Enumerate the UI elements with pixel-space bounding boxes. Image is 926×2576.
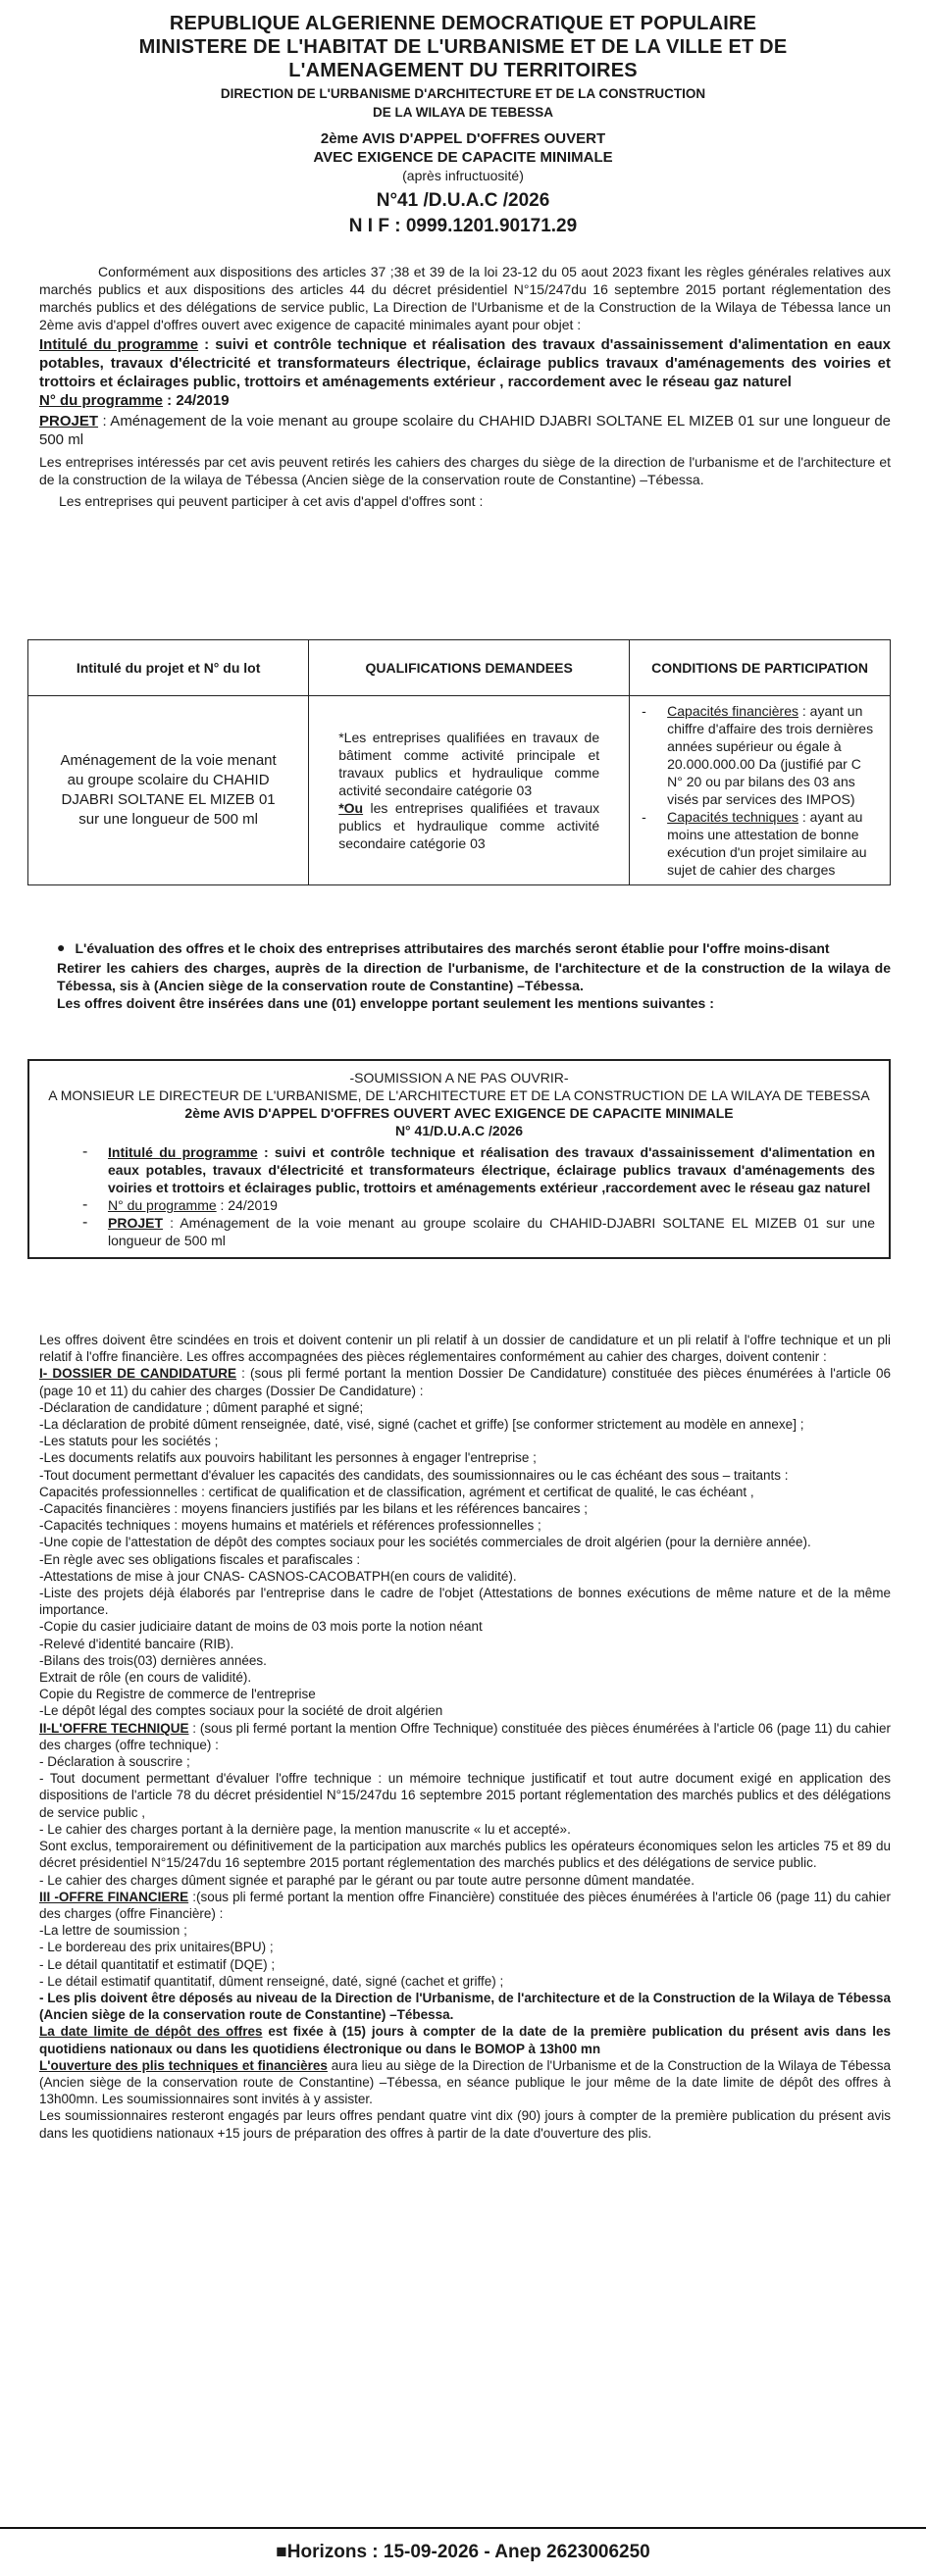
list-item: - Le bordereau des prix unitaires(BPU) ; (39, 1940, 274, 1955)
box-projet-text: : Aménagement de la voie menant au groupe scolaire du CHAHID-DJABRI SOLTANE EL MIZEB 01 sur une longueur de 500 ml (108, 1215, 875, 1248)
notice-nif: N I F : 0999.1201.90171.29 (348, 216, 578, 236)
box-number-value: : 24/2019 (216, 1197, 278, 1213)
list-item: -En règle avec ses obligations fiscales et parafiscales : (39, 1551, 361, 1567)
technique-list (39, 1753, 891, 1889)
section-technique-text: : (sous pli fermé portant la mention Offre Technique) constituée des pièces énumérées à l'article 06 (page 11) du cahier des charges (offre technique) : (39, 1720, 891, 1752)
section-technique-label: II-L'OFFRE TECHNIQUE (39, 1720, 189, 1736)
list-item: -Capacités techniques : moyens humains et matériels et références professionnelles ; (39, 1518, 541, 1534)
list-item: -Déclaration de candidature ; dûment paraphé et signé; (39, 1399, 364, 1415)
condition-financial: - Capacités financières : ayant un chiffre d'affaire des trois dernières années supérieur ou égale à 20.000.000.00 Da (justifié par C N° 20 ou par bilans des 03 ans visés par services des IMPOS) (642, 703, 874, 807)
box-projet-label: PROJET (108, 1215, 164, 1231)
qualification-2: les entreprises qualifiées et travaux publics et hydraulique comme activité secondaire catégorie 03 (338, 800, 600, 851)
lots-table-wrap (0, 639, 891, 885)
intro-block (39, 263, 891, 510)
section-candidature (39, 1365, 891, 1398)
programme-number-value: : 24/2019 (163, 392, 230, 409)
opening-paragraph (39, 2057, 891, 2108)
programme-number-label: N° du programme (39, 392, 164, 409)
header-wilaya: DE LA WILAYA DE TEBESSA (372, 105, 554, 120)
conditions-cell (630, 696, 891, 885)
body-block (39, 1332, 891, 2142)
section-financiere (39, 1889, 891, 1922)
list-item: -Les statuts pour les sociétés ; (39, 1434, 219, 1449)
table-header-cell: QUALIFICATIONS DEMANDEES (309, 640, 630, 696)
envelope-box (27, 1059, 891, 1259)
notice-subtitle: AVEC EXIGENCE DE CAPACITE MINIMALE (313, 149, 613, 166)
box-line-1: -SOUMISSION A NE PAS OUVRIR- (349, 1070, 569, 1086)
list-item: - Le détail estimatif quantitatif, dûment renseigné, daté, signé (cachet et griffe) ; (39, 1973, 504, 1989)
box-line-4: N° 41/D.U.A.C /2026 (394, 1123, 524, 1138)
condition-technical-label: Capacités techniques (667, 809, 799, 825)
box-projet-wrap (108, 1214, 875, 1249)
engagement-paragraph: Les soumissionnaires resteront engagés par leurs offres pendant quatre vint dix (90) jours à compter de la première publication du présent avis dans les quotidiens nationaux +15 jours de préparation des offres à partir de la date d'ouverture des plis. (39, 2108, 891, 2141)
qualification-cell (309, 696, 630, 885)
list-item: -Une copie de l'attestation de dépôt des comptes sociaux pour les sociétés commerciales de droit algérien (pour la dernière année). (39, 1535, 811, 1550)
qualification-or: *Ou (338, 800, 364, 816)
lots-table (27, 639, 891, 885)
notice-status: (après infructuosité) (402, 168, 524, 183)
list-item: -Le dépôt légal des comptes sociaux pour la société de droit algérien (39, 1703, 443, 1719)
table-header-cell: Intitulé du projet et N° du lot (28, 640, 309, 696)
list-item: - Le cahier des charges dûment signée et paraphé par le gérant ou par toute autre personne dûment mandatée. (39, 1872, 694, 1888)
header-ministry-2: L'AMENAGEMENT DU TERRITOIRES (288, 60, 638, 81)
section-candidature-text: : (sous pli fermé portant la mention Dossier De Candidature) constituée des pièces énumérées à l'article 06 (page 10 et 11) du cahier des charges (Dossier De Candidature) : (39, 1366, 892, 1398)
box-number-label: N° du programme (108, 1197, 217, 1213)
retrait-paragraph: Les entreprises intéressés par cet avis peuvent retirés les cahiers des charges du siège de la direction de l'urbanisme et de l'architecture et de la construction de la wilaya de Tébessa (Ancien siège de la conservation route de Constantine) –Tébessa. (39, 454, 891, 487)
retirer-text: Retirer les cahiers des charges, auprès de la direction de l'urbanisme, de l'architecture et de la construction de la wilaya de Tébessa, sis à (Ancien siège de la conservation route de Constantine) –Tébessa. (57, 960, 891, 993)
list-item: - Déclaration à souscrire ; (39, 1754, 190, 1770)
list-item: Sont exclus, temporairement ou définitivement de la participation aux marchés publics les opérateurs économiques selon les articles 75 et 89 du décret présidentiel N°15/247du 16 septembre 2015 portant réglementation des marchés publics et des délégations de service public. (39, 1839, 891, 1871)
financiere-list (39, 1922, 891, 2023)
list-item: - Les plis doivent être déposés au niveau de la Direction de l'Urbanisme, de l'architecture et de la Construction de la Wilaya de Tébessa (Ancien siège de la conservation route de Constantine) –Tébessa. (39, 1990, 891, 2023)
programme-paragraph (39, 335, 891, 391)
evaluation-line (57, 939, 891, 957)
condition-financial-text: : ayant un chiffre d'affaire des trois dernières années supérieur ou égale à 20.000.000.00 Da (justifié par C N° 20 ou par bilans des 03 ans visés par services des IMPOS) (667, 703, 874, 807)
list-item: -La déclaration de probité dûment renseignée, daté, visé, signé (cachet et griffe) [se conformer strictement au modèle en annexe] ; (39, 1417, 804, 1433)
intro-paragraph: Conformément aux dispositions des articles 37 ;38 et 39 de la loi 23-12 du 05 aout 2023 fixant les règles générales relatives aux marchés publics et aux dispositions des articles 44 du décret présidentiel N°15/247du 16 septembre 2015 portant réglementation des marchés publics et des délégations de service public, La Direction de l'Urbanisme et de la Construction de la Wilaya de Tébessa lance un 2ème avis d'appel d'offres ouvert avec exigence de capacité minimales ayant pour objet : (39, 264, 891, 332)
box-projet: - PROJET : Aménagement de la voie menant au groupe scolaire du CHAHID-DJABRI SOLTANE EL MIZEB 01 sur une longueur de 500 ml (82, 1214, 875, 1248)
table-header-cell: CONDITIONS DE PARTICIPATION (630, 640, 891, 696)
header-ministry: MINISTERE DE L'HABITAT DE L'URBANISME ET DE LA VILLE ET DE (138, 36, 788, 58)
table-row (28, 696, 891, 885)
list-item: - Le détail quantitatif et estimatif (DQE) ; (39, 1956, 276, 1972)
condition-technical-text: : ayant au moins une attestation de bonne exécution d'un projet similaire au sujet de cahier des charges (667, 809, 867, 878)
notice-header (0, 12, 926, 239)
projet-label: PROJET (39, 413, 99, 429)
programme-label: Intitulé du programme (39, 336, 199, 353)
box-line-3: 2ème AVIS D'APPEL D'OFFRES OUVERT AVEC EXIGENCE DE CAPACITE MINIMALE (184, 1105, 734, 1121)
projet-paragraph (39, 412, 891, 449)
box-line-2: A MONSIEUR LE DIRECTEUR DE L'URBANISME, DE L'ARCHITECTURE ET DE LA CONSTRUCTION DE LA WILAYA DE TEBESSA (48, 1087, 870, 1103)
deadline-paragraph (39, 2023, 891, 2056)
lot-cell: Aménagement de la voie menant au groupe scolaire du CHAHID DJABRI SOLTANE EL MIZEB 01 sur une longueur de 500 ml (28, 696, 309, 885)
opening-text: aura lieu au siège de la Direction de l'Urbanisme et de la Construction de la Wilaya de Tébessa (Ancien siège de la conservation route de Constantine) –Tébessa, en séance publique le jour même de la date limite de dépôt des offres à 13h00mn. Les soumissionnaires sont invités à y assister. (39, 2057, 891, 2107)
enveloppe-text: Les offres doivent être insérées dans une (01) enveloppe portant seulement les mentions suivantes : (57, 995, 714, 1011)
condition-financial-label: Capacités financières (667, 703, 798, 719)
box-programme-text: : suivi et contrôle technique et réalisation des travaux d'assainissement d'alimentation en eaux potables, travaux d'électricité et transformateurs électrique, éclairage publics travaux d'aménagements des voiries et trottoirs et éclairages public, trottoirs et aménagements extérieur ,raccordement avec le réseau gaz naturel (108, 1144, 875, 1195)
section-technique (39, 1720, 891, 1753)
box-programme-label: Intitulé du programme (108, 1144, 258, 1160)
table-header-row (28, 640, 891, 696)
opening-label: L'ouverture des plis techniques et financières (39, 2057, 328, 2073)
header-republic: REPUBLIQUE ALGERIENNE DEMOCRATIQUE ET POPULAIRE (169, 13, 757, 34)
body-intro: Les offres doivent être scindées en trois et doivent contenir un pli relatif à un dossier de candidature et un pli relatif à l'offre technique et un pli relatif à l'offre financière. Les offres accompagnées des pièces réglementaires conformément au cahier des charges, doivent contenir : (39, 1333, 891, 1365)
deadline-label: La date limite de dépôt des offres (39, 2024, 263, 2040)
box-programme-text-wrap (108, 1143, 875, 1196)
list-item: -Tout document permettant d'évaluer les capacités des candidats, des soumissionnaires ou le cas échéant des sous – traitants : (39, 1467, 789, 1483)
list-item: -Capacités financières : moyens financiers justifiés par les bilans et les références bancaires ; (39, 1501, 589, 1517)
programme-number (39, 391, 891, 410)
participants-paragraph: Les entreprises qui peuvent participer à cet avis d'appel d'offres sont : (59, 493, 484, 509)
list-item: Copie du Registre de commerce de l'entreprise (39, 1687, 316, 1702)
condition-technical: - Capacités techniques : ayant au moins une attestation de bonne exécution d'un projet similaire au sujet de cahier des charges (642, 809, 867, 878)
list-item: -La lettre de soumission ; (39, 1923, 187, 1939)
evaluation-block (57, 939, 891, 1012)
list-item: -Bilans des trois(03) dernières années. (39, 1652, 267, 1668)
list-item: - Le cahier des charges portant à la dernière page, la mention manuscrite « lu et accepté». (39, 1821, 571, 1837)
list-item: -Les documents relatifs aux pouvoirs habilitant les personnes à engager l'entreprise ; (39, 1450, 537, 1466)
evaluation-text: L'évaluation des offres et le choix des entreprises attributaires des marchés seront établie pour l'offre moins-disant (75, 940, 830, 956)
section-financiere-text: :(sous pli fermé portant la mention offre Financière) constituée des pièces énumérées à l'article 06 (page 11) du cahier des charges (offre Financière) : (39, 1889, 891, 1921)
notice-number: N°41 /D.U.A.C /2026 (376, 190, 550, 211)
header-direction: DIRECTION DE L'URBANISME D'ARCHITECTURE ET DE LA CONSTRUCTION (220, 86, 706, 101)
box-number-wrap (108, 1196, 278, 1214)
list-item: -Copie du casier judiciaire datant de moins de 03 mois porte la notion néant (39, 1619, 483, 1635)
qualification-1: *Les entreprises qualifiées en travaux de bâtiment comme activité principale et travaux publics et hydraulique comme activité secondaire catégorie 03 (338, 730, 600, 798)
box-number: - N° du programme : 24/2019 (82, 1196, 278, 1213)
list-item: Extrait de rôle (en cours de validité). (39, 1670, 252, 1686)
list-item: -Relevé d'identité bancaire (RIB). (39, 1636, 234, 1651)
projet-text: : Aménagement de la voie menant au groupe scolaire du CHAHID DJABRI SOLTANE EL MIZEB 01 sur une longueur de 500 ml (39, 413, 891, 448)
footer-reference: ■Horizons : 15-09-2026 - Anep 2623006250 (276, 2542, 650, 2562)
box-programme: - Intitulé du programme : suivi et contrôle technique et réalisation des travaux d'assainissement d'alimentation en eaux potables, travaux d'électricité et transformateurs électrique, éclairage publics travaux d'aménagements des voiries et trottoirs et éclairages public, trottoirs et aménagements extérieur ,raccordement avec le réseau gaz naturel (82, 1143, 875, 1195)
notice-title: 2ème AVIS D'APPEL D'OFFRES OUVERT (320, 130, 606, 147)
candidature-list (39, 1399, 891, 1720)
list-item: -Liste des projets déjà élaborés par l'entreprise dans le cadre de l'objet (Attestations de bonnes exécutions de même nature et de la même importance. (39, 1586, 891, 1618)
programme-text: : suivi et contrôle technique et réalisation des travaux d'assainissement d'alimentation en eaux potables, travaux d'électricité et transformateurs électrique, éclairage publics travaux d'aménagements des voiries et trottoirs et éclairages public, trottoirs et aménagements extérieur , raccordement avec le réseau gaz naturel (39, 336, 892, 390)
deadline-text: est fixée à (15) jours à compter de la date de la première publication du présent avis dans les quotidiens nationaux ou dans les quotidiens électronique ou dans le BOMOP à 13h00 mn (39, 2024, 891, 2056)
section-financiere-label: III -OFFRE FINANCIERE (39, 1889, 189, 1904)
section-candidature-label: I- DOSSIER DE CANDIDATURE (39, 1366, 237, 1382)
list-item: - Tout document permettant d'évaluer l'offre technique : un mémoire technique justificatif et tout autre document exigé en application des dispositions de l'article 78 du décret présidentiel N°15/247du 16 septembre 2015 portant réglementation des marchés publics et des délégations de service public , (39, 1771, 891, 1820)
bullet-dot: ● (57, 939, 66, 955)
list-item: Capacités professionnelles : certificat de qualification et de classification, agrément et certificat de qualité, le cas échéant , (39, 1484, 754, 1499)
list-item: -Attestations de mise à jour CNAS- CASNOS-CACOBATPH(en cours de validité). (39, 1568, 517, 1584)
